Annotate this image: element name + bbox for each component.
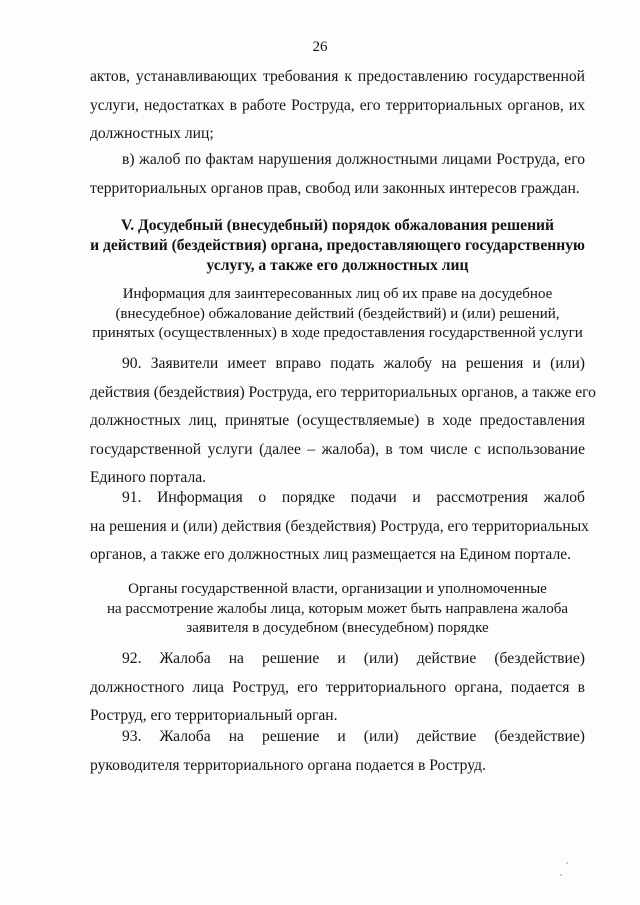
heading-line: V. Досудебный (внесудебный) порядок обжалования решений <box>120 217 555 234</box>
paragraph-line: 91. Информация о порядке подачи и рассмотрения жалоб <box>122 489 585 506</box>
subheading-line: Информация для заинтересованных лиц об их праве на досудебное <box>122 286 553 302</box>
subheading-line: (внесудебное) обжалование действий (бездействий) и (или) решений, <box>115 305 560 322</box>
paragraph-line: услуги, недостатках в работе Роструда, его территориальных органов, их <box>90 96 585 114</box>
paragraph-line: актов, устанавливающих требования к предоставлению государственной <box>90 68 585 85</box>
scan-speck <box>566 862 568 864</box>
paragraph-92 <box>90 645 585 731</box>
heading-line: и действий (бездействия) органа, предоставляющего государственную <box>90 237 585 254</box>
subheading-line: Органы государственной власти, организации и уполномоченные <box>128 581 547 597</box>
paragraph-line: Роструд, его территориальный орган. <box>90 707 338 724</box>
paragraph-line: 90. Заявители имеет вправо подать жалобу на решения и (или) <box>122 355 585 372</box>
subheading-line: на рассмотрение жалобы лица, которым может быть направлена жалоба <box>106 600 569 617</box>
paragraph-line: территориальных органов прав, свобод или законных интересов граждан. <box>90 179 580 197</box>
scan-speck <box>560 874 562 876</box>
subheading-line: заявителя в досудебном (внесудебном) порядке <box>186 620 489 636</box>
paragraph-line: государственной услуги (далее – жалоба), в том числе с использование <box>90 440 585 458</box>
paragraph-line: Единого портала. <box>90 469 207 486</box>
paragraph-line: руководителя территориального органа подается в Роструд. <box>90 756 486 774</box>
subheading-line: принятых (осуществленных) в ходе предоставления государственной услуги <box>92 325 583 341</box>
paragraph-line: на решения и (или) действия (бездействия) Роструда, его территориальных <box>90 517 589 535</box>
list-item-v <box>90 146 585 203</box>
paragraph-93 <box>90 723 585 780</box>
paragraph-line: в) жалоб по фактам нарушения должностными лицами Роструда, его <box>122 151 585 168</box>
section-heading <box>80 216 595 276</box>
continuation-paragraph <box>90 63 585 149</box>
paragraph-line: 93. Жалоба на решение и (или) действие (бездействие) <box>122 728 585 745</box>
paragraph-line: 92. Жалоба на решение и (или) действие (бездействие) <box>122 650 585 667</box>
paragraph-line: должностных лиц, принятые (осуществляемые) в ходе предоставления <box>90 412 585 429</box>
paragraph-91 <box>90 484 589 570</box>
subheading-information <box>80 285 595 344</box>
paragraph-90 <box>90 350 596 493</box>
paragraph-line: действия (бездействия) Роструда, его территориальных органов, а также его <box>90 383 596 401</box>
paragraph-line: органов, а также его должностных лиц размещается на Едином портале. <box>90 546 572 563</box>
page-number: 26 <box>312 39 328 55</box>
paragraph-line: должностного лица Роструд, его территориального органа, подается в <box>90 678 585 696</box>
subheading-bodies <box>80 580 595 639</box>
heading-line: услугу, а также его должностных лиц <box>206 257 469 274</box>
paragraph-line: должностных лиц; <box>90 125 214 142</box>
